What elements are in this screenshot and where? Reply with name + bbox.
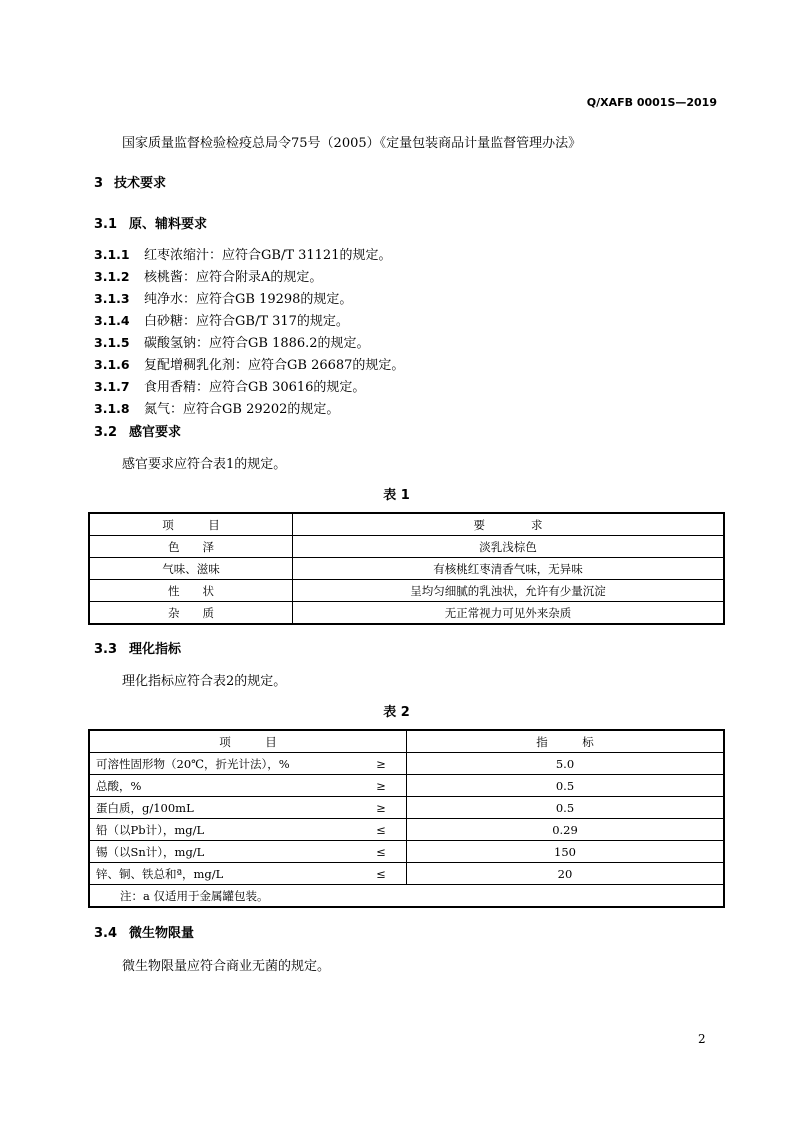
table-row xyxy=(89,602,724,625)
table-header-cell: 项 目 xyxy=(89,730,407,753)
list-item: 3.1.6 复配增稠乳化剂：应符合GB 26687的规定。 xyxy=(94,357,405,373)
table-row xyxy=(89,558,724,580)
table-row xyxy=(89,863,724,885)
section-3-1-heading xyxy=(94,213,207,232)
table-cell: 有核桃红枣清香气味，无异味 xyxy=(293,558,725,580)
table-row xyxy=(89,580,724,602)
table-cell: 0.29 xyxy=(407,819,725,841)
table-cell: 无正常视力可见外来杂质 xyxy=(293,602,725,625)
table-cell: ≥ xyxy=(356,775,407,797)
table-cell: 可溶性固形物（20℃，折光计法），% xyxy=(89,753,356,775)
intro-reference-line: 国家质量监督检验检疫总局令75号（2005）《定量包装商品计量监督管理办法》 xyxy=(122,136,582,151)
section-3-3-number: 3.3 xyxy=(94,642,118,657)
section-3-3-heading xyxy=(94,638,181,657)
table-cell: 0.5 xyxy=(407,797,725,819)
table-2-caption: 表 2 xyxy=(383,705,410,720)
list-item: 3.1.7 食用香精：应符合GB 30616的规定。 xyxy=(94,379,366,395)
section-3-1-title: 原、辅料要求 xyxy=(129,217,208,232)
table-header-cell: 要 求 xyxy=(293,513,725,536)
list-item: 3.1.8 氮气：应符合GB 29202的规定。 xyxy=(94,401,340,417)
table-header-row xyxy=(89,513,724,536)
section-3-4-number: 3.4 xyxy=(94,926,118,941)
table-cell: ≥ xyxy=(356,753,407,775)
list-item: 3.1.1 红枣浓缩汁：应符合GB/T 31121的规定。 xyxy=(94,247,392,263)
table-row xyxy=(89,819,724,841)
section-3-2-paragraph: 感官要求应符合表1的规定。 xyxy=(122,457,287,472)
section-3-2-heading xyxy=(94,421,181,440)
doc-code-header: Q/XAFB 0001S—2019 xyxy=(586,96,717,109)
section-3-2-number: 3.2 xyxy=(94,425,118,440)
section-3-4-paragraph: 微生物限量应符合商业无菌的规定。 xyxy=(122,959,331,974)
section-3-2-title: 感官要求 xyxy=(129,425,182,440)
section-3-4-title: 微生物限量 xyxy=(129,926,195,941)
section-3-1-number: 3.1 xyxy=(94,217,118,232)
section-3-heading xyxy=(94,172,166,191)
table-row xyxy=(89,753,724,775)
table-row xyxy=(89,536,724,558)
table-cell: ≥ xyxy=(356,797,407,819)
table-cell: 20 xyxy=(407,863,725,885)
sensory-requirements-table xyxy=(88,512,725,625)
table-cell: 总酸，% xyxy=(89,775,356,797)
table-header-row xyxy=(89,730,724,753)
table-cell: 锡（以Sn计），mg/L xyxy=(89,841,356,863)
table-note: 注：a 仅适用于金属罐包装。 xyxy=(89,885,724,908)
table-cell: 蛋白质，g/100mL xyxy=(89,797,356,819)
section-3-4-heading xyxy=(94,922,194,941)
table-cell: 铅（以Pb计），mg/L xyxy=(89,819,356,841)
page-number: 2 xyxy=(698,1032,706,1046)
section-3-3-paragraph: 理化指标应符合表2的规定。 xyxy=(122,674,287,689)
table-1-caption: 表 1 xyxy=(383,488,410,503)
table-header-cell: 指 标 xyxy=(407,730,725,753)
table-cell: 150 xyxy=(407,841,725,863)
table-row xyxy=(89,797,724,819)
table-cell: 色 泽 xyxy=(89,536,293,558)
table-note-row xyxy=(89,885,724,908)
table-cell: 锌、铜、铁总和ª，mg/L xyxy=(89,863,356,885)
list-item: 3.1.2 核桃酱：应符合附录A的规定。 xyxy=(94,269,323,285)
table-cell: ≤ xyxy=(356,819,407,841)
table-cell: 淡乳浅棕色 xyxy=(293,536,725,558)
table-cell: 杂 质 xyxy=(89,602,293,625)
table-row xyxy=(89,841,724,863)
table-cell: ≤ xyxy=(356,841,407,863)
table-cell: 5.0 xyxy=(407,753,725,775)
table-cell: 呈均匀细腻的乳浊状，允许有少量沉淀 xyxy=(293,580,725,602)
section-3-3-title: 理化指标 xyxy=(129,642,182,657)
raw-materials-list xyxy=(94,244,404,420)
table-row xyxy=(89,775,724,797)
section-3-title: 技术要求 xyxy=(114,176,167,191)
list-item: 3.1.3 纯净水：应符合GB 19298的规定。 xyxy=(94,291,353,307)
list-item: 3.1.4 白砂糖：应符合GB/T 317的规定。 xyxy=(94,313,349,329)
table-cell: ≤ xyxy=(356,863,407,885)
section-3-number: 3 xyxy=(94,176,104,191)
table-cell: 性 状 xyxy=(89,580,293,602)
list-item: 3.1.5 碳酸氢钠：应符合GB 1886.2的规定。 xyxy=(94,335,370,351)
table-header-cell: 项 目 xyxy=(89,513,293,536)
physicochemical-indicators-table xyxy=(88,729,725,908)
table-cell: 气味、滋味 xyxy=(89,558,293,580)
table-cell: 0.5 xyxy=(407,775,725,797)
